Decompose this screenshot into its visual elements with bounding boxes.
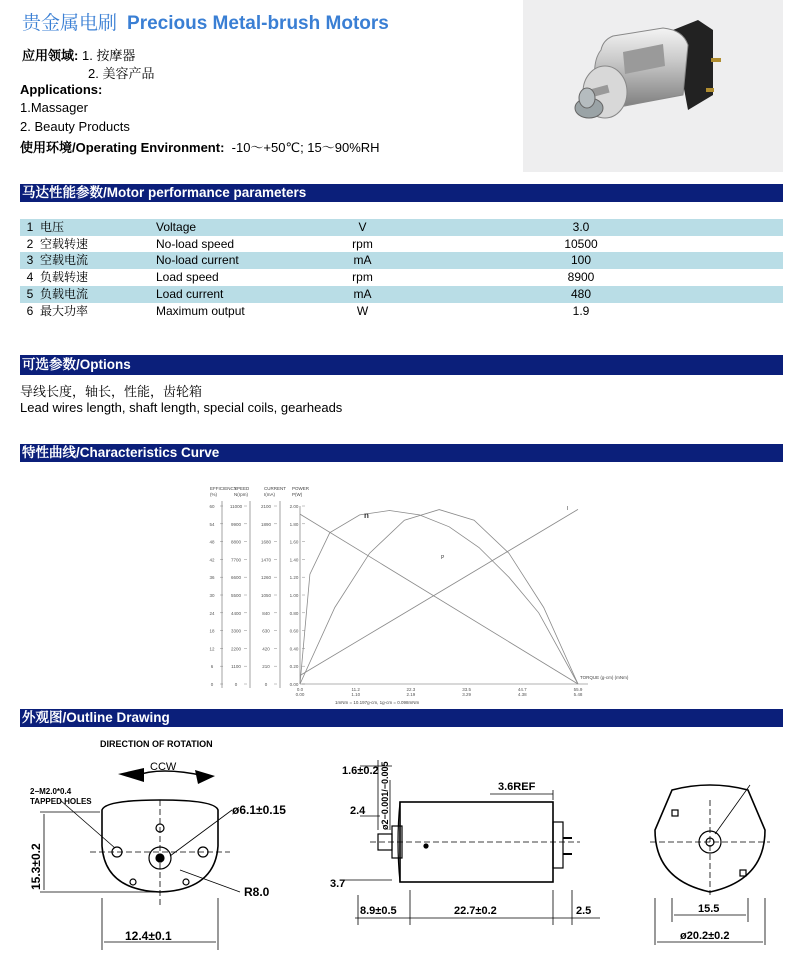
axis-header: CURRENT bbox=[264, 486, 286, 491]
shaft-off: 3.7 bbox=[330, 878, 346, 890]
tick-label: 0 bbox=[264, 682, 268, 687]
tick-label: 42 bbox=[209, 557, 215, 563]
environment-value: -10～+50℃; 15～90%RH bbox=[231, 140, 380, 155]
rear-view bbox=[650, 785, 770, 945]
tick-label: 36 bbox=[209, 575, 215, 581]
series-current-line bbox=[300, 509, 578, 675]
app-field-label: 应用领域: bbox=[22, 48, 79, 63]
tick-label: 0.40 bbox=[289, 646, 299, 652]
environment-label: 使用环境/Operating Environment: bbox=[20, 140, 225, 155]
x-tick-gcm: 44.7 bbox=[517, 687, 527, 692]
axis-header: POWER bbox=[292, 486, 310, 491]
drawing-heading: 外观图/Outline Drawing bbox=[20, 709, 783, 727]
tick-label: 1.00 bbox=[289, 593, 299, 598]
tick-label: 1680 bbox=[260, 539, 272, 545]
performance-table bbox=[20, 219, 783, 319]
ref-len: 3.6REF bbox=[498, 781, 536, 793]
shaft-dia: ø2−0.001/−0.005 bbox=[380, 761, 390, 830]
curve-heading: 特性曲线/Characteristics Curve bbox=[20, 444, 783, 462]
table-row: 4 负载转速 Load speed rpm 8900 bbox=[26, 270, 595, 285]
characteristics-chart bbox=[200, 476, 629, 711]
outline-drawing bbox=[20, 730, 784, 955]
table-row: 6 最大功率 Maximum output W 1.9 bbox=[26, 303, 590, 318]
tick-label: 2100 bbox=[260, 504, 272, 509]
page-title bbox=[22, 8, 389, 35]
performance-heading: 马达性能参数/Motor performance parameters bbox=[20, 184, 783, 202]
tick-label: 1.60 bbox=[289, 539, 299, 545]
app-field-item1: 1. 按摩器 bbox=[81, 48, 136, 63]
rotation-dir: CCW bbox=[150, 761, 177, 773]
app-field-line bbox=[22, 45, 135, 64]
applications-item1: 1.Massager bbox=[20, 100, 88, 115]
axis-header: EFFICIENCY bbox=[210, 486, 237, 491]
boss-len: 2.4 bbox=[350, 805, 366, 817]
x-tick-mnm: 3.29 bbox=[462, 692, 471, 697]
height-dim: 15.3±0.2 bbox=[29, 843, 43, 890]
tick-label: 9900 bbox=[230, 521, 242, 527]
tick-label: 54 bbox=[209, 521, 215, 527]
x-tick-mnm: 2.19 bbox=[406, 692, 416, 697]
x-tick-gcm: 0.0 bbox=[296, 687, 304, 692]
tick-label: 5500 bbox=[230, 593, 242, 598]
tick-label: 1.80 bbox=[289, 521, 299, 527]
motor-photo bbox=[523, 0, 783, 172]
tick-label: 60 bbox=[209, 504, 215, 509]
tick-label: 1100 bbox=[231, 664, 241, 670]
tick-label: 1.40 bbox=[289, 557, 299, 563]
tick-label: 210 bbox=[262, 664, 270, 670]
tick-label: 18 bbox=[209, 628, 215, 634]
applications-item2: 2. Beauty Products bbox=[20, 119, 130, 134]
tick-label: 7700 bbox=[230, 557, 242, 563]
body-len: 22.7±0.2 bbox=[454, 905, 497, 917]
tick-label: 4400 bbox=[230, 610, 242, 616]
series-power-curve bbox=[300, 510, 578, 684]
title-en: Precious Metal-brush Motors bbox=[127, 13, 389, 34]
x-tick-gcm: 11.2 bbox=[351, 687, 360, 692]
tick-label: 0 bbox=[210, 682, 214, 687]
tail-len: 2.5 bbox=[576, 905, 592, 917]
shaft-len: 1.6±0.2 bbox=[342, 765, 379, 777]
series-speed-line bbox=[300, 514, 578, 684]
x-axis-label: TORQUE (g-cm) (mNm) bbox=[580, 675, 629, 680]
tick-label: 30 bbox=[209, 593, 215, 598]
tick-label: 8800 bbox=[230, 539, 242, 545]
tick-label: 6 bbox=[210, 664, 214, 670]
tick-label: 0.00 bbox=[289, 682, 299, 687]
app-field-item2: 2. 美容产品 bbox=[88, 66, 155, 81]
tick-label: 630 bbox=[262, 628, 270, 634]
options-heading: 可选参数/Options bbox=[20, 355, 783, 375]
options-en: Lead wires length, shaft length, special coils, gearheads bbox=[20, 400, 343, 415]
curve-label-n: n bbox=[364, 511, 369, 520]
rear-flat: 15.5 bbox=[698, 903, 720, 915]
tick-label: 2.00 bbox=[289, 504, 299, 509]
tick-label: 24 bbox=[209, 610, 215, 616]
radius: R8.0 bbox=[244, 885, 270, 899]
tick-label: 1260 bbox=[260, 575, 272, 581]
x-tick-gcm: 22.3 bbox=[406, 687, 416, 692]
environment-line bbox=[20, 137, 380, 156]
tick-label: 48 bbox=[209, 539, 215, 545]
tick-label: 11000 bbox=[229, 504, 243, 509]
tick-label: 420 bbox=[262, 646, 270, 652]
x-tick-mnm: 4.38 bbox=[517, 692, 527, 697]
tick-label: 1050 bbox=[260, 593, 272, 598]
table-row: 2 空载转速 No-load speed rpm 10500 bbox=[26, 236, 598, 251]
options-cn: 导线长度，轴长，性能，齿轮箱 bbox=[20, 384, 203, 399]
curve-label-i: I bbox=[567, 506, 569, 512]
applications-label: Applications: bbox=[20, 82, 103, 97]
axis-header-unit: (%) bbox=[210, 492, 217, 497]
x-tick-gcm: 55.9 bbox=[573, 687, 583, 692]
title-cn: 贵金属电刷 bbox=[22, 12, 118, 34]
x-tick-mnm: 1.10 bbox=[351, 692, 361, 697]
tick-label: 0 bbox=[234, 682, 238, 687]
table-row: 1 电压 Voltage V 3.0 bbox=[20, 219, 783, 236]
x-tick-gcm: 33.5 bbox=[462, 687, 471, 692]
tapped-holes-1: 2−M2.0*0.4 bbox=[30, 787, 72, 796]
tick-label: 1470 bbox=[260, 557, 272, 563]
tick-label: 1.20 bbox=[289, 575, 299, 581]
tick-label: 0.20 bbox=[289, 664, 299, 670]
width-dim: 12.4±0.1 bbox=[125, 929, 172, 943]
tick-label: 0.60 bbox=[289, 628, 299, 634]
tick-label: 1890 bbox=[260, 521, 272, 527]
axis-header-unit: I(mA) bbox=[264, 492, 275, 497]
table-row: 5 负载电流 Load current mA 480 bbox=[20, 286, 783, 303]
x-tick-mnm: 0.00 bbox=[295, 692, 305, 697]
hub-dia: ø6.1±0.15 bbox=[232, 803, 286, 817]
tick-label: 3300 bbox=[230, 628, 242, 634]
rear-body: ø20.2±0.2 bbox=[680, 930, 730, 942]
axis-header-unit: P(W) bbox=[292, 492, 303, 497]
table-row: 3 空载电流 No-load current mA 100 bbox=[20, 252, 783, 269]
tick-label: 12 bbox=[209, 646, 215, 652]
curve-label-p: P bbox=[441, 555, 445, 561]
front-len: 8.9±0.5 bbox=[360, 905, 397, 917]
x-tick-mnm: 5.48 bbox=[573, 692, 583, 697]
tick-label: 2200 bbox=[230, 646, 242, 652]
tick-label: 6600 bbox=[230, 575, 242, 581]
conversion-note: 1mNm = 10.197g-cm, 1g-cm = 0.098mNm bbox=[335, 700, 420, 705]
tick-label: 0.80 bbox=[289, 610, 299, 616]
rotation-title: DIRECTION OF ROTATION bbox=[100, 739, 213, 749]
tick-label: 840 bbox=[262, 610, 270, 616]
tapped-holes-2: TAPPED HOLES bbox=[30, 797, 92, 806]
axis-header-unit: N(rpm) bbox=[234, 492, 248, 497]
axis-header: SPEED bbox=[234, 486, 250, 491]
side-view bbox=[340, 760, 600, 925]
